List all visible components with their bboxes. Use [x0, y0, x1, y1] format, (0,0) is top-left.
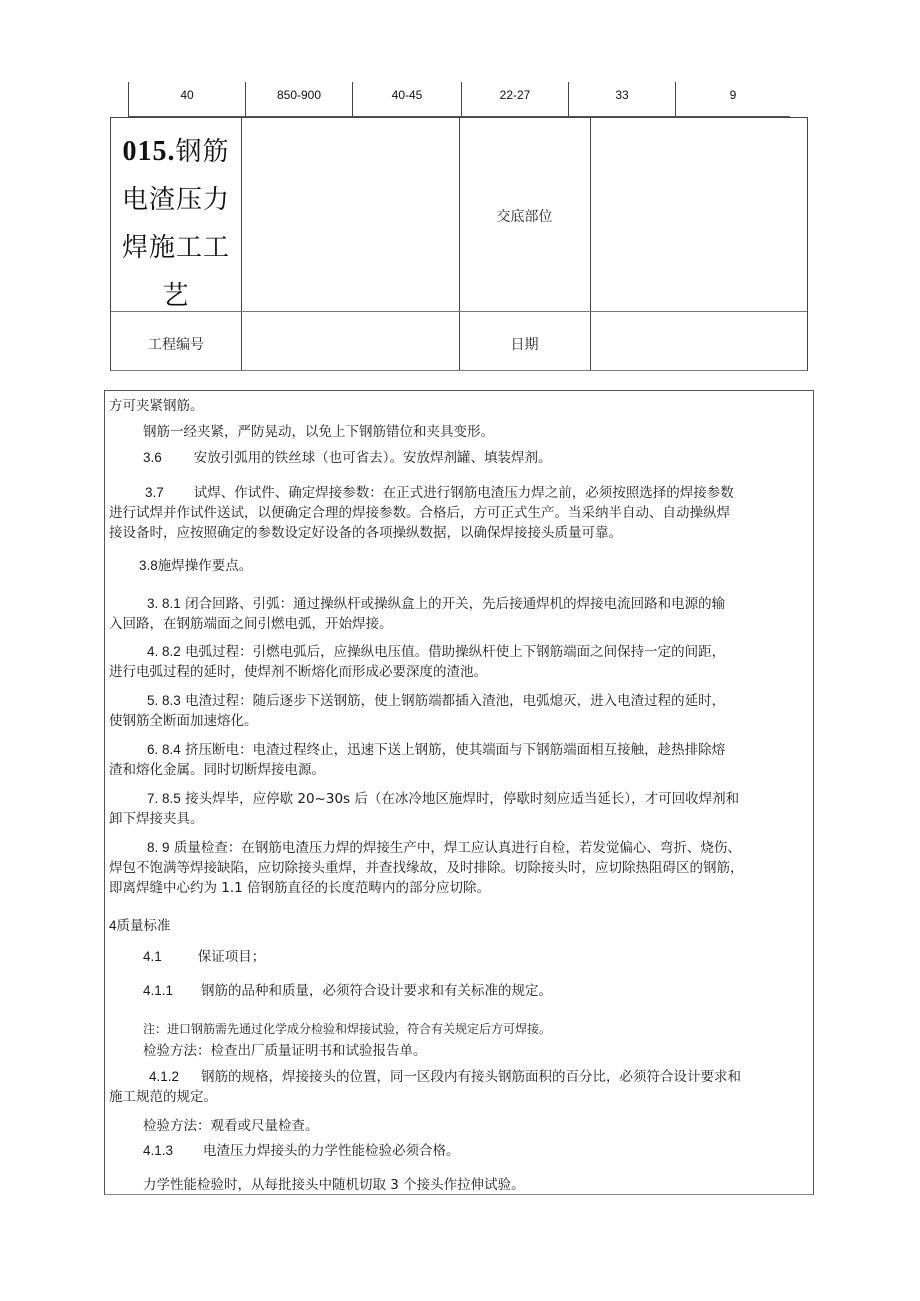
welding-parameters-row [128, 82, 790, 117]
section-text-line: 进行电弧过程的延时，使焊剂不断熔化而形成必要深度的渣池。 [109, 664, 487, 680]
section-text: 钢筋的品种和质量，必须符合设计要求和有关标准的规定。 [201, 983, 553, 999]
section-text-line: 电渣过程：随后逐步下送钢筋，使上钢筋端都插入渣池，电弧熄灭，进入电渣过程的延时， [185, 693, 726, 709]
paragraph-3-8-5 [109, 789, 807, 829]
section-number: 3.6 [143, 450, 162, 465]
section-text-line: 使钢筋全断面加速熔化。 [109, 713, 258, 729]
section-text-line: 即离焊缝中心约为 1.1 倍钢筋直径的长度范畴内的部分应切除。 [109, 880, 491, 896]
section-number: 4 [109, 918, 117, 933]
section-number: 3.8 [139, 558, 158, 573]
param-cell-diameter: 40 [128, 82, 245, 116]
section-text-line: 接头焊毕，应停歇 20~30s 后（在冰冷地区施焊时，停歇时刻应适当延长），才可回收焊剂和 [185, 791, 740, 807]
section-text-line: 接设备时，应按照确定的参数设定好设备的各项操纵数据，以确保焊接接头质量可靠。 [109, 525, 622, 541]
paragraph-4-1 [143, 947, 807, 967]
section-number: 8. 9 [147, 840, 170, 855]
title-line-1: 钢筋 [175, 137, 230, 167]
paragraph-4-1-1 [143, 981, 807, 1001]
section-text-line: 钢筋的规格，焊接接头的位置，同一区段内有接头钢筋面积的百分比，必须符合设计要求和 [201, 1069, 742, 1085]
section-number: 4.1 [143, 949, 162, 964]
project-number-label: 工程编号 [148, 337, 204, 353]
paragraph-3-8-9-quality-check [109, 838, 807, 898]
document-title [117, 128, 235, 320]
section-text-line: 渣和熔化金属。同时切断焊接电源。 [109, 762, 325, 778]
mechanical-test-note: 力学性能检验时，从每批接头中随机切取 3 个接头作拉伸试验。 [143, 1177, 525, 1193]
paragraph-clamp-stability: 钢筋一经夹紧，严防晃动，以免上下钢筋错位和夹具变形。 [143, 424, 494, 440]
paragraph-3-6 [143, 448, 807, 468]
note-imported-steel: 注：进口钢筋需先通过化学成分检验和焊接试验，符合有关规定后方可焊接。 [143, 1022, 552, 1036]
param-cell-voltage-arc: 40-45 [352, 82, 461, 116]
paragraph-4-1-2 [109, 1067, 807, 1107]
section-number: 6. 8.4 [147, 742, 181, 757]
paragraph-3-8-2 [109, 642, 807, 682]
section-text-line: 进行试焊并作试件送试，以便确定合理的焊接参数。合格后，方可正式生产。当采纳半自动、自动操纵焊 [109, 505, 730, 521]
section-text-line: 施工规范的规定。 [109, 1089, 217, 1105]
section-number: 3.7 [145, 485, 164, 500]
paragraph-3-8 [139, 556, 807, 576]
paragraph-4-1-3 [143, 1141, 807, 1161]
title-line-4: 艺 [162, 281, 190, 311]
inspection-method-1: 检验方法：检查出厂质量证明书和试验报告单。 [143, 1043, 427, 1059]
paragraph-clamp-continued: 方可夹紧钢筋。 [109, 398, 204, 414]
section-text: 保证项目； [197, 949, 266, 965]
paragraph-3-8-4 [109, 740, 807, 780]
title-number: 015. [122, 136, 176, 167]
header-table [110, 117, 808, 371]
column-divider [459, 118, 460, 370]
procedure-content-box [104, 390, 814, 1195]
section-text: 施焊操作要点。 [157, 558, 253, 574]
param-cell-voltage-slag: 22-27 [461, 82, 568, 116]
date-label: 日期 [510, 337, 539, 353]
section-text: 安放引弧用的铁丝球（也可省去）。安放焊剂罐、填装焊剂。 [193, 450, 552, 466]
param-cell-current: 850-900 [245, 82, 352, 116]
inspection-method-2: 检验方法：观看或尺量检查。 [143, 1118, 319, 1134]
section-number: 5. 8.3 [147, 693, 181, 708]
section-text-line: 电弧过程：引燃电弧后，应操纵电压值。借助操纵杆使上下钢筋端面之间保持一定的间距， [185, 644, 726, 660]
section-text-line: 挤压断电：电渣过程终止，迅速下送上钢筋，使其端面与下钢筋端面相互接触，趁热排除熔 [185, 742, 726, 758]
handover-location-label: 交底部位 [496, 209, 553, 225]
section-number: 4. 8.2 [147, 644, 181, 659]
section-text: 质量标准 [116, 918, 171, 934]
paragraph-3-8-3 [109, 691, 807, 731]
section-number: 3. 8.1 [147, 596, 181, 611]
section-text-line: 卸下焊接夹具。 [109, 811, 204, 827]
section-number: 4.1.1 [143, 983, 174, 998]
title-line-2: 电渣压力 [121, 185, 230, 215]
section-text: 电渣压力焊接头的力学性能检验必须合格。 [203, 1143, 460, 1159]
param-cell-time-arc: 33 [568, 82, 675, 116]
heading-quality-standard [109, 916, 807, 936]
column-divider [590, 118, 591, 370]
section-text-line: 试焊、作试件、确定焊接参数：在正式进行钢筋电渣压力焊之前，必须按照选择的焊接参数 [193, 485, 734, 501]
paragraph-3-8-1 [109, 594, 807, 634]
section-text-line: 入回路，在钢筋端面之间引燃电弧，开始焊接。 [109, 616, 393, 632]
section-number: 4.1.2 [149, 1069, 180, 1084]
section-text-line: 焊包不饱满等焊接缺陷，应切除接头重焊，并查找缘故，及时排除。切除接头时，应切除热阻碍区的钢筋， [109, 860, 744, 876]
title-line-3: 焊施工工 [121, 233, 230, 263]
column-divider [241, 118, 242, 370]
section-number: 4.1.3 [143, 1143, 174, 1158]
param-cell-time-slag: 9 [675, 82, 790, 116]
paragraph-3-7 [109, 483, 807, 543]
section-text-line: 质量检查：在钢筋电渣压力焊的焊接生产中，焊工应认真进行自检，若发觉偏心、弯折、烧伤、 [173, 840, 741, 856]
section-number: 7. 8.5 [147, 791, 181, 806]
section-text-line: 闭合回路、引弧：通过操纵杆或操纵盒上的开关，先后接通焊机的焊接电流回路和电源的输 [185, 596, 726, 612]
